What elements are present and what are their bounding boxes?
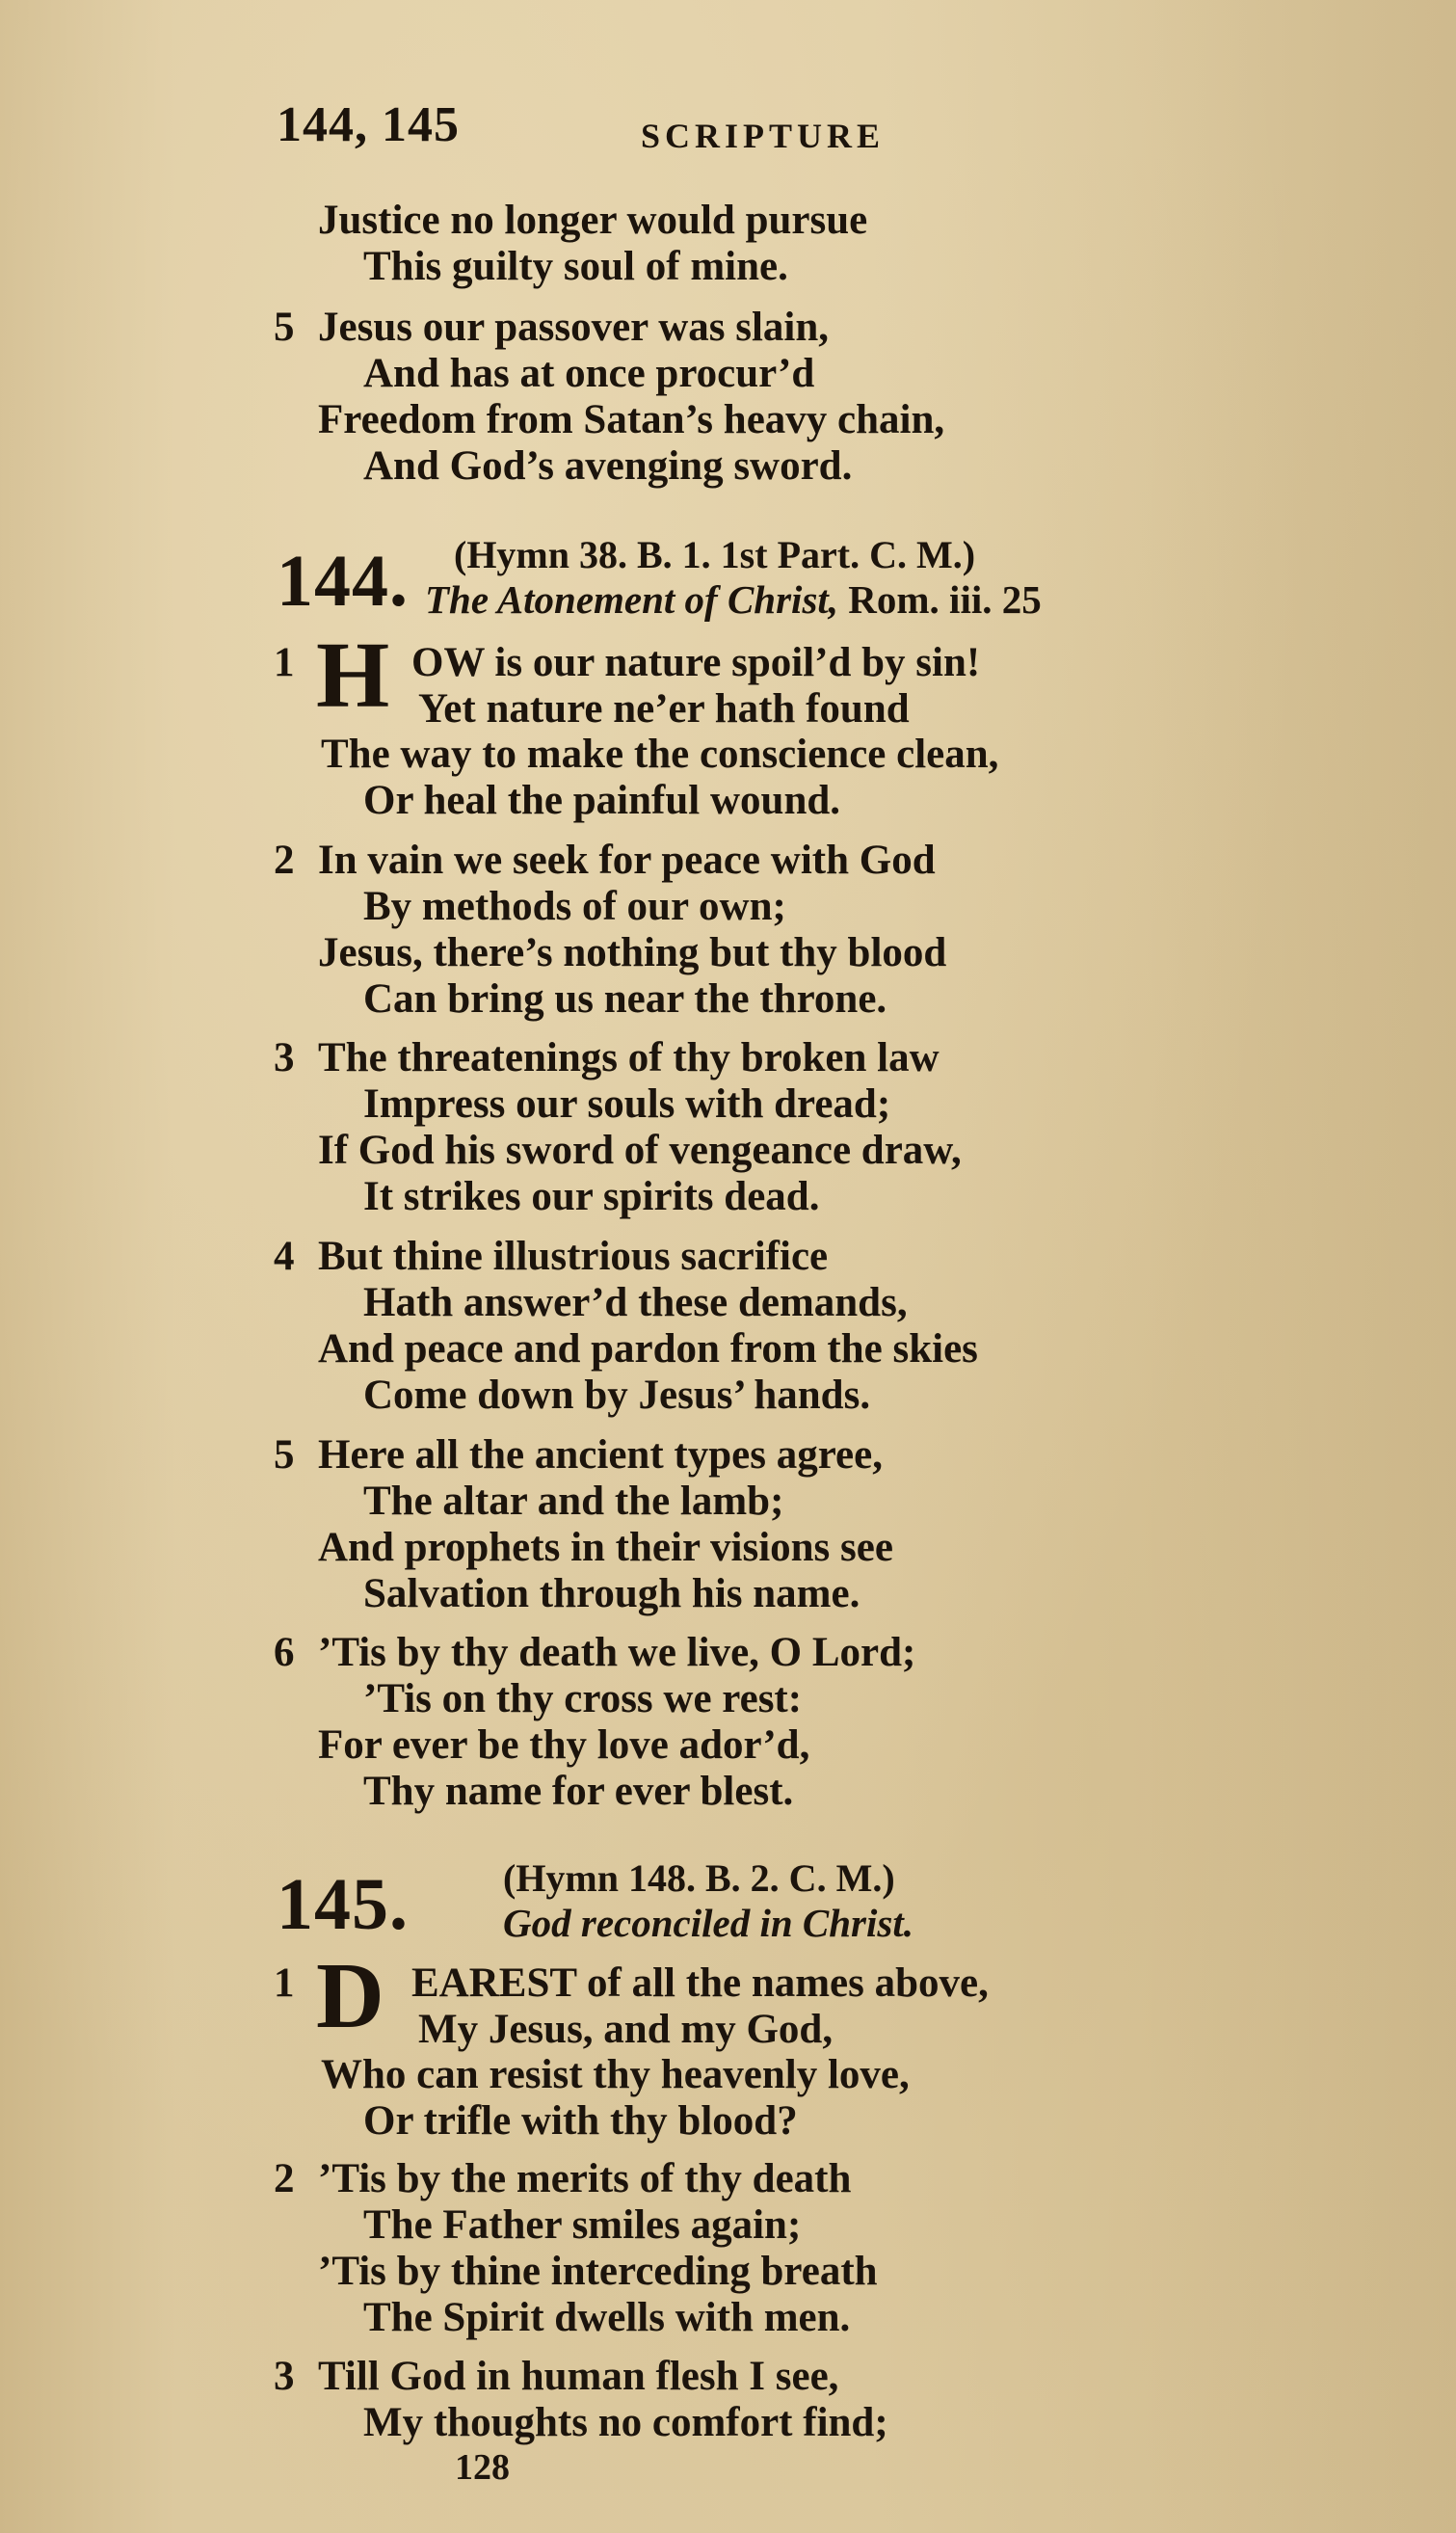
verse-number: 2 xyxy=(274,2156,295,2201)
hymn-144-number: 144. xyxy=(277,541,409,622)
verse-line: Here all the ancient types agree, xyxy=(318,1432,883,1478)
verse-number: 1 xyxy=(274,1960,295,2006)
hymn-144-reference: (Hymn 38. B. 1. 1st Part. C. M.) xyxy=(454,533,976,576)
verse-number: 3 xyxy=(274,2354,295,2399)
verse-line: Salvation through his name. xyxy=(363,1571,860,1616)
verse-number: 5 xyxy=(274,1432,295,1478)
verse-line: The altar and the lamb; xyxy=(363,1479,784,1524)
verse-line: In vain we seek for peace with God xyxy=(318,838,936,883)
hymn-144-title-text: The Atonement of Christ, xyxy=(425,577,839,622)
verse-line: But thine illustrious sacrifice xyxy=(318,1234,829,1279)
hymn-144-title xyxy=(425,577,1042,622)
verse-line: If God his sword of vengeance draw, xyxy=(318,1128,962,1173)
running-head-title: SCRIPTURE xyxy=(641,117,886,155)
verse-line: Yet nature ne’er hath found xyxy=(418,686,910,732)
verse-line: Hath answer’d these demands, xyxy=(363,1280,908,1325)
verse-line: And peace and pardon from the skies xyxy=(318,1326,978,1372)
verse-number: 2 xyxy=(274,838,295,883)
running-header xyxy=(277,96,1125,164)
verse-line: Jesus our passover was slain, xyxy=(318,305,830,350)
hymn-145-number: 145. xyxy=(277,1864,409,1945)
verse-line: It strikes our spirits dead. xyxy=(363,1174,820,1219)
verse-number: 5 xyxy=(274,305,295,350)
verse-line: And has at once procur’d xyxy=(363,351,815,396)
verse-line: ’Tis on thy cross we rest: xyxy=(363,1676,803,1721)
verse-line: The threatenings of thy broken law xyxy=(318,1035,940,1080)
verse-number: 6 xyxy=(274,1630,295,1675)
verse-line: Jesus, there’s nothing but thy blood xyxy=(318,930,947,975)
verse-line: Thy name for ever blest. xyxy=(363,1769,794,1814)
drop-cap-letter: D xyxy=(316,1944,384,2048)
verse-number: 4 xyxy=(274,1234,295,1279)
verse-line: By methods of our own; xyxy=(363,884,786,929)
verse-line: Till God in human flesh I see, xyxy=(318,2354,839,2399)
verse-line: Who can resist thy heavenly love, xyxy=(321,2052,910,2097)
verse-line: My thoughts no comfort find; xyxy=(363,2400,888,2445)
verse-line: ’Tis by thine interceding breath xyxy=(318,2249,878,2294)
hymn-144-scripture: Rom. iii. 25 xyxy=(848,577,1042,622)
verse-line: Impress our souls with dread; xyxy=(363,1081,891,1127)
verse-line: Or heal the painful wound. xyxy=(363,778,841,823)
verse-line: This guilty soul of mine. xyxy=(363,244,788,289)
verse-line: Can bring us near the throne. xyxy=(363,976,887,1022)
header-hymn-numbers: 144, 145 xyxy=(277,97,460,152)
verse-line: EAREST of all the names above, xyxy=(411,1960,989,2006)
verse-line: My Jesus, and my God, xyxy=(418,2007,834,2052)
verse-line: Freedom from Satan’s heavy chain, xyxy=(318,397,945,442)
verse-line: For ever be thy love ador’d, xyxy=(318,1722,810,1768)
verse-line: The way to make the conscience clean, xyxy=(321,732,999,777)
verse-line: The Father smiles again; xyxy=(363,2202,802,2248)
drop-cap-letter: H xyxy=(316,624,390,728)
verse-number: 1 xyxy=(274,640,295,685)
page-number: 128 xyxy=(455,2447,510,2488)
verse-line: And God’s avenging sword. xyxy=(363,443,853,489)
verse-number: 3 xyxy=(274,1035,295,1080)
verse-line: Justice no longer would pursue xyxy=(318,198,868,243)
hymn-145-title: God reconciled in Christ. xyxy=(503,1901,913,1945)
verse-line: Or trifle with thy blood? xyxy=(363,2098,798,2144)
verse-line: ’Tis by thy death we live, O Lord; xyxy=(318,1630,916,1675)
verse-line: The Spirit dwells with men. xyxy=(363,2295,851,2340)
verse-line: OW is our nature spoil’d by sin! xyxy=(411,640,981,685)
verse-line: And prophets in their visions see xyxy=(318,1525,893,1570)
verse-line: ’Tis by the merits of thy death xyxy=(318,2156,852,2201)
show-through-margin xyxy=(1138,0,1456,2533)
hymn-145-reference: (Hymn 148. B. 2. C. M.) xyxy=(503,1856,895,1900)
verse-line: Come down by Jesus’ hands. xyxy=(363,1373,871,1418)
